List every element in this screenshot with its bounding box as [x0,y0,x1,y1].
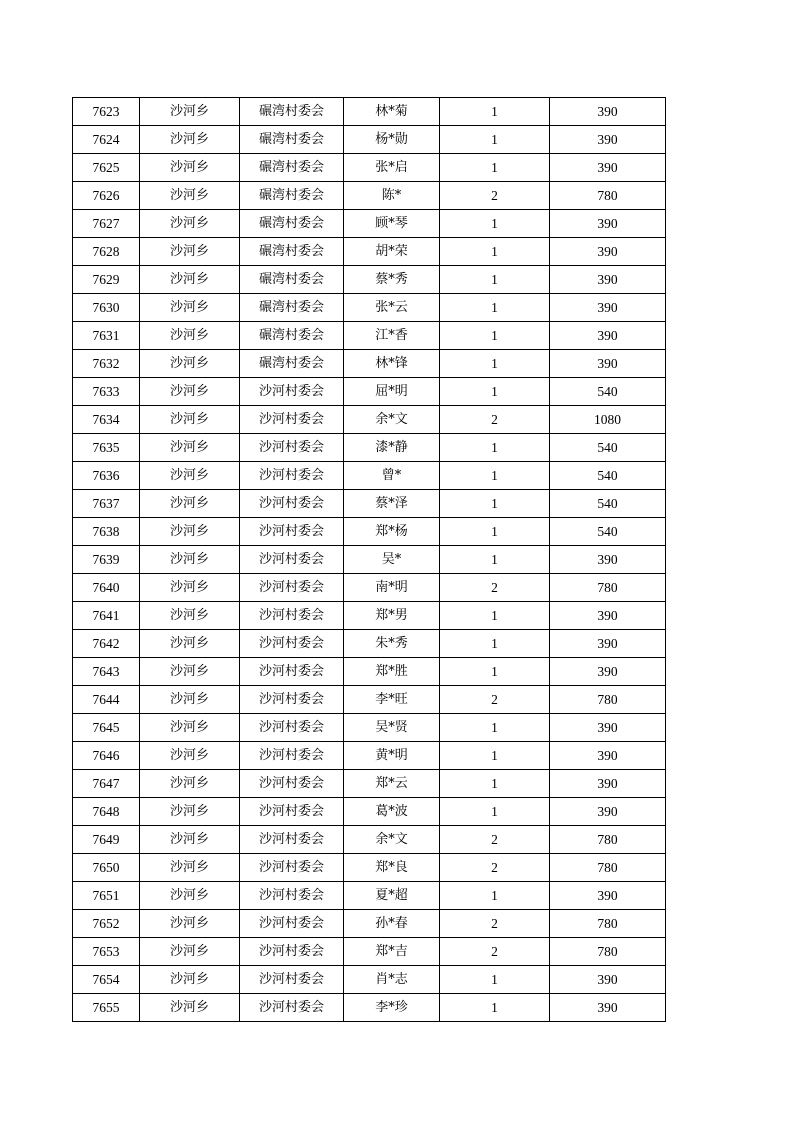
amount-cell: 390 [550,630,666,658]
table-row [73,406,666,434]
township-cell: 沙河乡 [140,378,240,406]
count-cell: 1 [440,294,550,322]
amount-cell: 780 [550,574,666,602]
count-cell: 1 [440,602,550,630]
amount-cell: 390 [550,966,666,994]
table-row [73,154,666,182]
township-cell: 沙河乡 [140,490,240,518]
name-cell: 郑*杨 [344,518,440,546]
name-cell: 葛*波 [344,798,440,826]
table-row [73,910,666,938]
table-row [73,714,666,742]
table-row [73,266,666,294]
table-row [73,826,666,854]
count-cell: 1 [440,630,550,658]
township-cell: 沙河乡 [140,854,240,882]
serial-number-cell: 7632 [73,350,140,378]
table-row [73,966,666,994]
serial-number-cell: 7627 [73,210,140,238]
count-cell: 1 [440,770,550,798]
village-committee-cell: 沙河村委会 [240,882,344,910]
table-row [73,882,666,910]
amount-cell: 390 [550,238,666,266]
table-row [73,434,666,462]
amount-cell: 390 [550,294,666,322]
amount-cell: 390 [550,658,666,686]
township-cell: 沙河乡 [140,294,240,322]
township-cell: 沙河乡 [140,686,240,714]
serial-number-cell: 7625 [73,154,140,182]
serial-number-cell: 7628 [73,238,140,266]
name-cell: 肖*志 [344,966,440,994]
village-committee-cell: 碾湾村委会 [240,294,344,322]
village-committee-cell: 碾湾村委会 [240,238,344,266]
township-cell: 沙河乡 [140,322,240,350]
amount-cell: 390 [550,798,666,826]
amount-cell: 780 [550,938,666,966]
name-cell: 蔡*秀 [344,266,440,294]
table-row [73,742,666,770]
serial-number-cell: 7634 [73,406,140,434]
amount-cell: 1080 [550,406,666,434]
name-cell: 江*香 [344,322,440,350]
village-committee-cell: 沙河村委会 [240,518,344,546]
serial-number-cell: 7655 [73,994,140,1022]
data-table [72,97,666,1022]
name-cell: 郑*吉 [344,938,440,966]
name-cell: 黄*明 [344,742,440,770]
township-cell: 沙河乡 [140,966,240,994]
township-cell: 沙河乡 [140,938,240,966]
name-cell: 顾*琴 [344,210,440,238]
amount-cell: 390 [550,266,666,294]
serial-number-cell: 7644 [73,686,140,714]
table-row [73,658,666,686]
serial-number-cell: 7635 [73,434,140,462]
table-row [73,630,666,658]
amount-cell: 390 [550,126,666,154]
name-cell: 南*明 [344,574,440,602]
name-cell: 屈*明 [344,378,440,406]
name-cell: 孙*春 [344,910,440,938]
amount-cell: 540 [550,462,666,490]
amount-cell: 780 [550,686,666,714]
village-committee-cell: 沙河村委会 [240,546,344,574]
village-committee-cell: 碾湾村委会 [240,210,344,238]
serial-number-cell: 7645 [73,714,140,742]
amount-cell: 390 [550,602,666,630]
name-cell: 陈* [344,182,440,210]
count-cell: 2 [440,854,550,882]
village-committee-cell: 沙河村委会 [240,742,344,770]
name-cell: 郑*男 [344,602,440,630]
table-row [73,294,666,322]
name-cell: 余*文 [344,406,440,434]
count-cell: 1 [440,714,550,742]
table-row [73,210,666,238]
count-cell: 2 [440,574,550,602]
count-cell: 1 [440,994,550,1022]
table-row [73,350,666,378]
name-cell: 李*旺 [344,686,440,714]
count-cell: 1 [440,322,550,350]
township-cell: 沙河乡 [140,546,240,574]
count-cell: 1 [440,126,550,154]
amount-cell: 390 [550,882,666,910]
serial-number-cell: 7651 [73,882,140,910]
township-cell: 沙河乡 [140,574,240,602]
count-cell: 1 [440,490,550,518]
township-cell: 沙河乡 [140,910,240,938]
village-committee-cell: 沙河村委会 [240,490,344,518]
name-cell: 张*云 [344,294,440,322]
amount-cell: 390 [550,742,666,770]
name-cell: 郑*胜 [344,658,440,686]
serial-number-cell: 7643 [73,658,140,686]
village-committee-cell: 沙河村委会 [240,462,344,490]
count-cell: 2 [440,910,550,938]
village-committee-cell: 碾湾村委会 [240,126,344,154]
name-cell: 漆*静 [344,434,440,462]
amount-cell: 390 [550,154,666,182]
name-cell: 林*锋 [344,350,440,378]
count-cell: 2 [440,406,550,434]
serial-number-cell: 7641 [73,602,140,630]
table-row [73,770,666,798]
name-cell: 杨*勋 [344,126,440,154]
name-cell: 吴* [344,546,440,574]
count-cell: 1 [440,462,550,490]
name-cell: 吴*贤 [344,714,440,742]
village-committee-cell: 沙河村委会 [240,966,344,994]
count-cell: 1 [440,658,550,686]
table-row [73,994,666,1022]
count-cell: 1 [440,546,550,574]
serial-number-cell: 7631 [73,322,140,350]
serial-number-cell: 7653 [73,938,140,966]
township-cell: 沙河乡 [140,770,240,798]
count-cell: 1 [440,154,550,182]
township-cell: 沙河乡 [140,518,240,546]
serial-number-cell: 7624 [73,126,140,154]
serial-number-cell: 7648 [73,798,140,826]
count-cell: 1 [440,966,550,994]
township-cell: 沙河乡 [140,126,240,154]
count-cell: 1 [440,742,550,770]
name-cell: 郑*良 [344,854,440,882]
township-cell: 沙河乡 [140,462,240,490]
table-row [73,462,666,490]
village-committee-cell: 碾湾村委会 [240,350,344,378]
serial-number-cell: 7630 [73,294,140,322]
table-row [73,322,666,350]
count-cell: 1 [440,378,550,406]
table-row [73,686,666,714]
serial-number-cell: 7636 [73,462,140,490]
serial-number-cell: 7637 [73,490,140,518]
amount-cell: 390 [550,714,666,742]
amount-cell: 780 [550,854,666,882]
name-cell: 张*启 [344,154,440,182]
serial-number-cell: 7640 [73,574,140,602]
serial-number-cell: 7626 [73,182,140,210]
amount-cell: 540 [550,518,666,546]
village-committee-cell: 沙河村委会 [240,602,344,630]
amount-cell: 390 [550,546,666,574]
table-row [73,602,666,630]
township-cell: 沙河乡 [140,994,240,1022]
serial-number-cell: 7650 [73,854,140,882]
township-cell: 沙河乡 [140,742,240,770]
village-committee-cell: 碾湾村委会 [240,322,344,350]
serial-number-cell: 7623 [73,98,140,126]
name-cell: 曾* [344,462,440,490]
amount-cell: 540 [550,490,666,518]
serial-number-cell: 7646 [73,742,140,770]
amount-cell: 390 [550,350,666,378]
name-cell: 林*菊 [344,98,440,126]
amount-cell: 780 [550,826,666,854]
village-committee-cell: 沙河村委会 [240,854,344,882]
serial-number-cell: 7639 [73,546,140,574]
count-cell: 1 [440,350,550,378]
township-cell: 沙河乡 [140,238,240,266]
amount-cell: 540 [550,378,666,406]
count-cell: 1 [440,882,550,910]
township-cell: 沙河乡 [140,602,240,630]
village-committee-cell: 沙河村委会 [240,910,344,938]
serial-number-cell: 7652 [73,910,140,938]
name-cell: 夏*超 [344,882,440,910]
village-committee-cell: 沙河村委会 [240,574,344,602]
count-cell: 1 [440,266,550,294]
village-committee-cell: 碾湾村委会 [240,154,344,182]
township-cell: 沙河乡 [140,798,240,826]
name-cell: 余*文 [344,826,440,854]
table-body [73,98,666,1022]
serial-number-cell: 7642 [73,630,140,658]
township-cell: 沙河乡 [140,658,240,686]
township-cell: 沙河乡 [140,434,240,462]
serial-number-cell: 7649 [73,826,140,854]
amount-cell: 540 [550,434,666,462]
table-row [73,126,666,154]
amount-cell: 390 [550,210,666,238]
serial-number-cell: 7638 [73,518,140,546]
township-cell: 沙河乡 [140,406,240,434]
village-committee-cell: 沙河村委会 [240,826,344,854]
table-row [73,938,666,966]
village-committee-cell: 沙河村委会 [240,378,344,406]
village-committee-cell: 沙河村委会 [240,798,344,826]
name-cell: 李*珍 [344,994,440,1022]
table-row [73,490,666,518]
village-committee-cell: 碾湾村委会 [240,182,344,210]
count-cell: 1 [440,518,550,546]
serial-number-cell: 7654 [73,966,140,994]
township-cell: 沙河乡 [140,182,240,210]
amount-cell: 780 [550,182,666,210]
serial-number-cell: 7629 [73,266,140,294]
township-cell: 沙河乡 [140,210,240,238]
count-cell: 1 [440,210,550,238]
amount-cell: 780 [550,910,666,938]
township-cell: 沙河乡 [140,714,240,742]
name-cell: 胡*荣 [344,238,440,266]
count-cell: 1 [440,434,550,462]
table-row [73,546,666,574]
table-row [73,98,666,126]
village-committee-cell: 沙河村委会 [240,434,344,462]
village-committee-cell: 沙河村委会 [240,686,344,714]
count-cell: 2 [440,686,550,714]
table-row [73,182,666,210]
village-committee-cell: 沙河村委会 [240,770,344,798]
count-cell: 2 [440,826,550,854]
amount-cell: 390 [550,770,666,798]
village-committee-cell: 碾湾村委会 [240,266,344,294]
table-row [73,518,666,546]
serial-number-cell: 7633 [73,378,140,406]
township-cell: 沙河乡 [140,266,240,294]
serial-number-cell: 7647 [73,770,140,798]
count-cell: 2 [440,938,550,966]
table-row [73,238,666,266]
township-cell: 沙河乡 [140,882,240,910]
township-cell: 沙河乡 [140,630,240,658]
table-row [73,798,666,826]
name-cell: 朱*秀 [344,630,440,658]
township-cell: 沙河乡 [140,154,240,182]
count-cell: 1 [440,98,550,126]
name-cell: 蔡*泽 [344,490,440,518]
amount-cell: 390 [550,994,666,1022]
amount-cell: 390 [550,98,666,126]
table-row [73,574,666,602]
village-committee-cell: 碾湾村委会 [240,98,344,126]
count-cell: 2 [440,182,550,210]
amount-cell: 390 [550,322,666,350]
count-cell: 1 [440,798,550,826]
table-row [73,378,666,406]
township-cell: 沙河乡 [140,98,240,126]
village-committee-cell: 沙河村委会 [240,714,344,742]
township-cell: 沙河乡 [140,826,240,854]
count-cell: 1 [440,238,550,266]
village-committee-cell: 沙河村委会 [240,630,344,658]
village-committee-cell: 沙河村委会 [240,938,344,966]
table-row [73,854,666,882]
name-cell: 郑*云 [344,770,440,798]
village-committee-cell: 沙河村委会 [240,994,344,1022]
village-committee-cell: 沙河村委会 [240,658,344,686]
township-cell: 沙河乡 [140,350,240,378]
village-committee-cell: 沙河村委会 [240,406,344,434]
